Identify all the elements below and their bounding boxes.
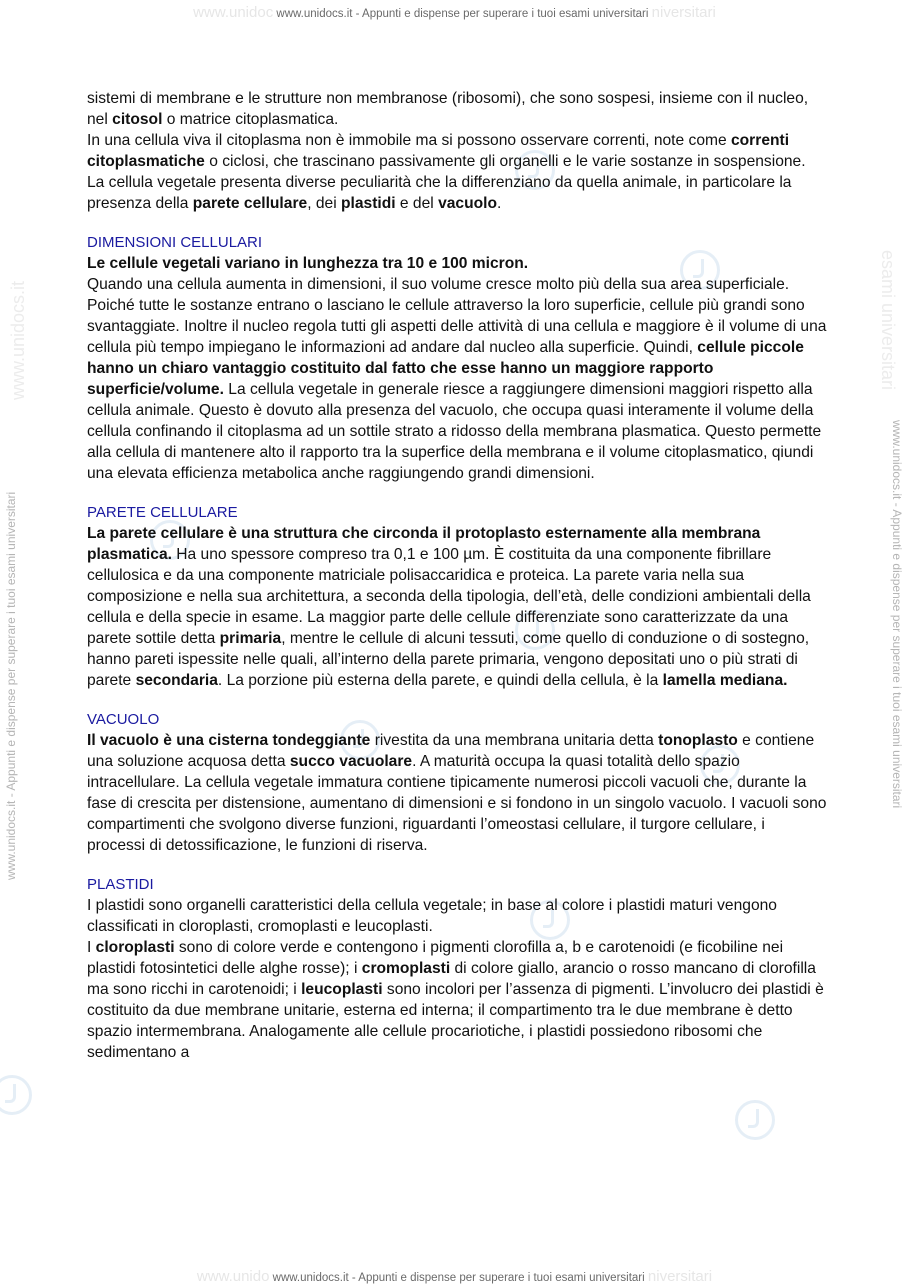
left-side-watermark: www.unidocs.it - Appunti e dispense per superare i tuoi esami universitari: [4, 491, 18, 880]
heading-parete: PARETE CELLULARE: [87, 504, 238, 521]
heading-vacuolo: VACUOLO: [87, 711, 160, 728]
header-banner: [0, 4, 909, 21]
header-ghost-left: www.unidoc: [193, 4, 274, 21]
footer-banner-text: www.unidocs.it - Appunti e dispense per superare i tuoi esami universitari: [272, 1272, 645, 1284]
plastidi-paragraph-2: I cloroplasti sono di colore verde e contengono i pigmenti clorofilla a, b e carotenoidi (e ficobiline nei plastidi fotosintetici delle alghe rosse); i cromoplasti di colore giallo, arancio o rosso mancano di clorofilla ma sono ricchi in carotenoidi; i leucoplasti sono incolori per l’assenza di pigmenti. L’involucro dei plastidi è costituito da due membrane unitarie, esterna ed interna; il compartimento tra le due membrane è detto spazio intermembrana. Analogamente alle cellule procariotiche, i plastidi possiedono ribosomi che sedimentano a: [87, 939, 824, 1061]
parete-paragraph: La parete cellulare è una struttura che circonda il protoplasto esternamente alla membrana plasmatica. Ha uno spessore compreso tra 0,1 e 100 µm. È costituita da una componente fibrillare cellulosica e da una componente matriciale polisaccaridica e proteica. La parete varia nella sua composizione e nella sua architettura, a seconda della tipologia, dell’età, delle condizioni ambientali della cellula e della specie in esame. La maggior parte delle cellule differenziate sono caratterizzate da una parete sottile detta primaria, mentre le cellule di alcuni tessuti, come quello di conduzione o di sostegno, hanno pareti ispessite nelle quali, all’interno della parete primaria, vengono depositati uno o più strati di parete secondaria. La porzione più esterna della parete, e quindi della cellula, è la lamella mediana.: [87, 525, 811, 689]
heading-dimensioni: DIMENSIONI CELLULARI: [87, 234, 263, 251]
heading-plastidi: PLASTIDI: [87, 876, 154, 893]
watermark-logo-icon: [735, 1100, 775, 1140]
left-ghost-watermark: www.unidocs.it: [8, 280, 28, 400]
header-banner-text: www.unidocs.it - Appunti e dispense per superare i tuoi esami universitari: [276, 8, 649, 20]
dimensioni-paragraph: Quando una cellula aumenta in dimensioni, il suo volume cresce molto più della sua area superficiale. Poiché tutte le sostanze entrano o lasciano le cellule attraverso la loro superficie, cellule più grandi sono svantaggiate. Inoltre il nucleo regola tutti gli aspetti delle attività di una cellula e maggiore è il volume di una cellula più tempo impiegano le informazioni ad andare dal nucleo alla superficie. Quindi, cellule piccole hanno un chiaro vantaggio costituito dal fatto che esse hanno un maggiore rapporto superficie/volume. La cellula vegetale in generale riesce a raggiungere dimensioni maggiori rispetto alla cellula animale. Questo è dovuto alla presenza del vacuolo, che occupa quasi interamente il volume della cellula confinando il citoplasma ad un sottile strato a ridosso della membrana plasmatica. Questo permette alla cellula di mantenere alto il rapporto tra la superfice della membrana e il volume citoplasmatico, qiundi una elevata efficienza metabolica anche raggiungendo grandi dimensioni.: [87, 276, 827, 482]
right-side-watermark: www.unidocs.it - Appunti e dispense per superare i tuoi esami universitari: [890, 420, 904, 809]
footer-ghost-left: www.unido: [196, 1268, 270, 1285]
document-body: [87, 88, 827, 1063]
watermark-logo-icon: [0, 1075, 32, 1115]
intro-paragraph-3: La cellula vegetale presenta diverse peculiarità che la differenziano da quella animale, in particolare la presenza della parete cellulare, dei plastidi e del vacuolo.: [87, 174, 792, 212]
header-ghost-right: niversitari: [651, 4, 716, 21]
dimensioni-lead: Le cellule vegetali variano in lunghezza tra 10 e 100 micron.: [87, 255, 529, 272]
right-ghost-watermark: esami universitari: [878, 250, 898, 391]
footer-banner: [0, 1268, 909, 1285]
plastidi-paragraph-1: I plastidi sono organelli caratteristici della cellula vegetale; in base al colore i plastidi maturi vengono classificati in cloroplasti, cromoplasti e leucoplasti.: [87, 897, 777, 935]
intro-paragraph-1: sistemi di membrane e le strutture non membranose (ribosomi), che sono sospesi, insieme con il nucleo, nel citosol o matrice citoplasmatica.: [87, 90, 809, 128]
vacuolo-paragraph: Il vacuolo è una cisterna tondeggiante rivestita da una membrana unitaria detta tonoplasto e contiene una soluzione acquosa detta succo vacuolare. A maturità occupa la quasi totalità dello spazio intracellulare. La cellula vegetale immatura contiene tipicamente numerosi piccoli vacuoli che, durante la fase di crescita per distensione, aumentano di dimensioni e si fondono in un singolo vacuolo. I vacuoli sono compartimenti che svolgono diverse funzioni, riguardanti l’omeostasi cellulare, il turgore cellulare, i processi di detossificazione, le funzioni di riserva.: [87, 732, 827, 854]
footer-ghost-right: niversitari: [647, 1268, 713, 1285]
intro-paragraph-2: In una cellula viva il citoplasma non è immobile ma si possono osservare correnti, note come correnti citoplasmatiche o ciclosi, che trascinano passivamente gli organelli e le varie sostanze in sospensione.: [87, 132, 806, 170]
